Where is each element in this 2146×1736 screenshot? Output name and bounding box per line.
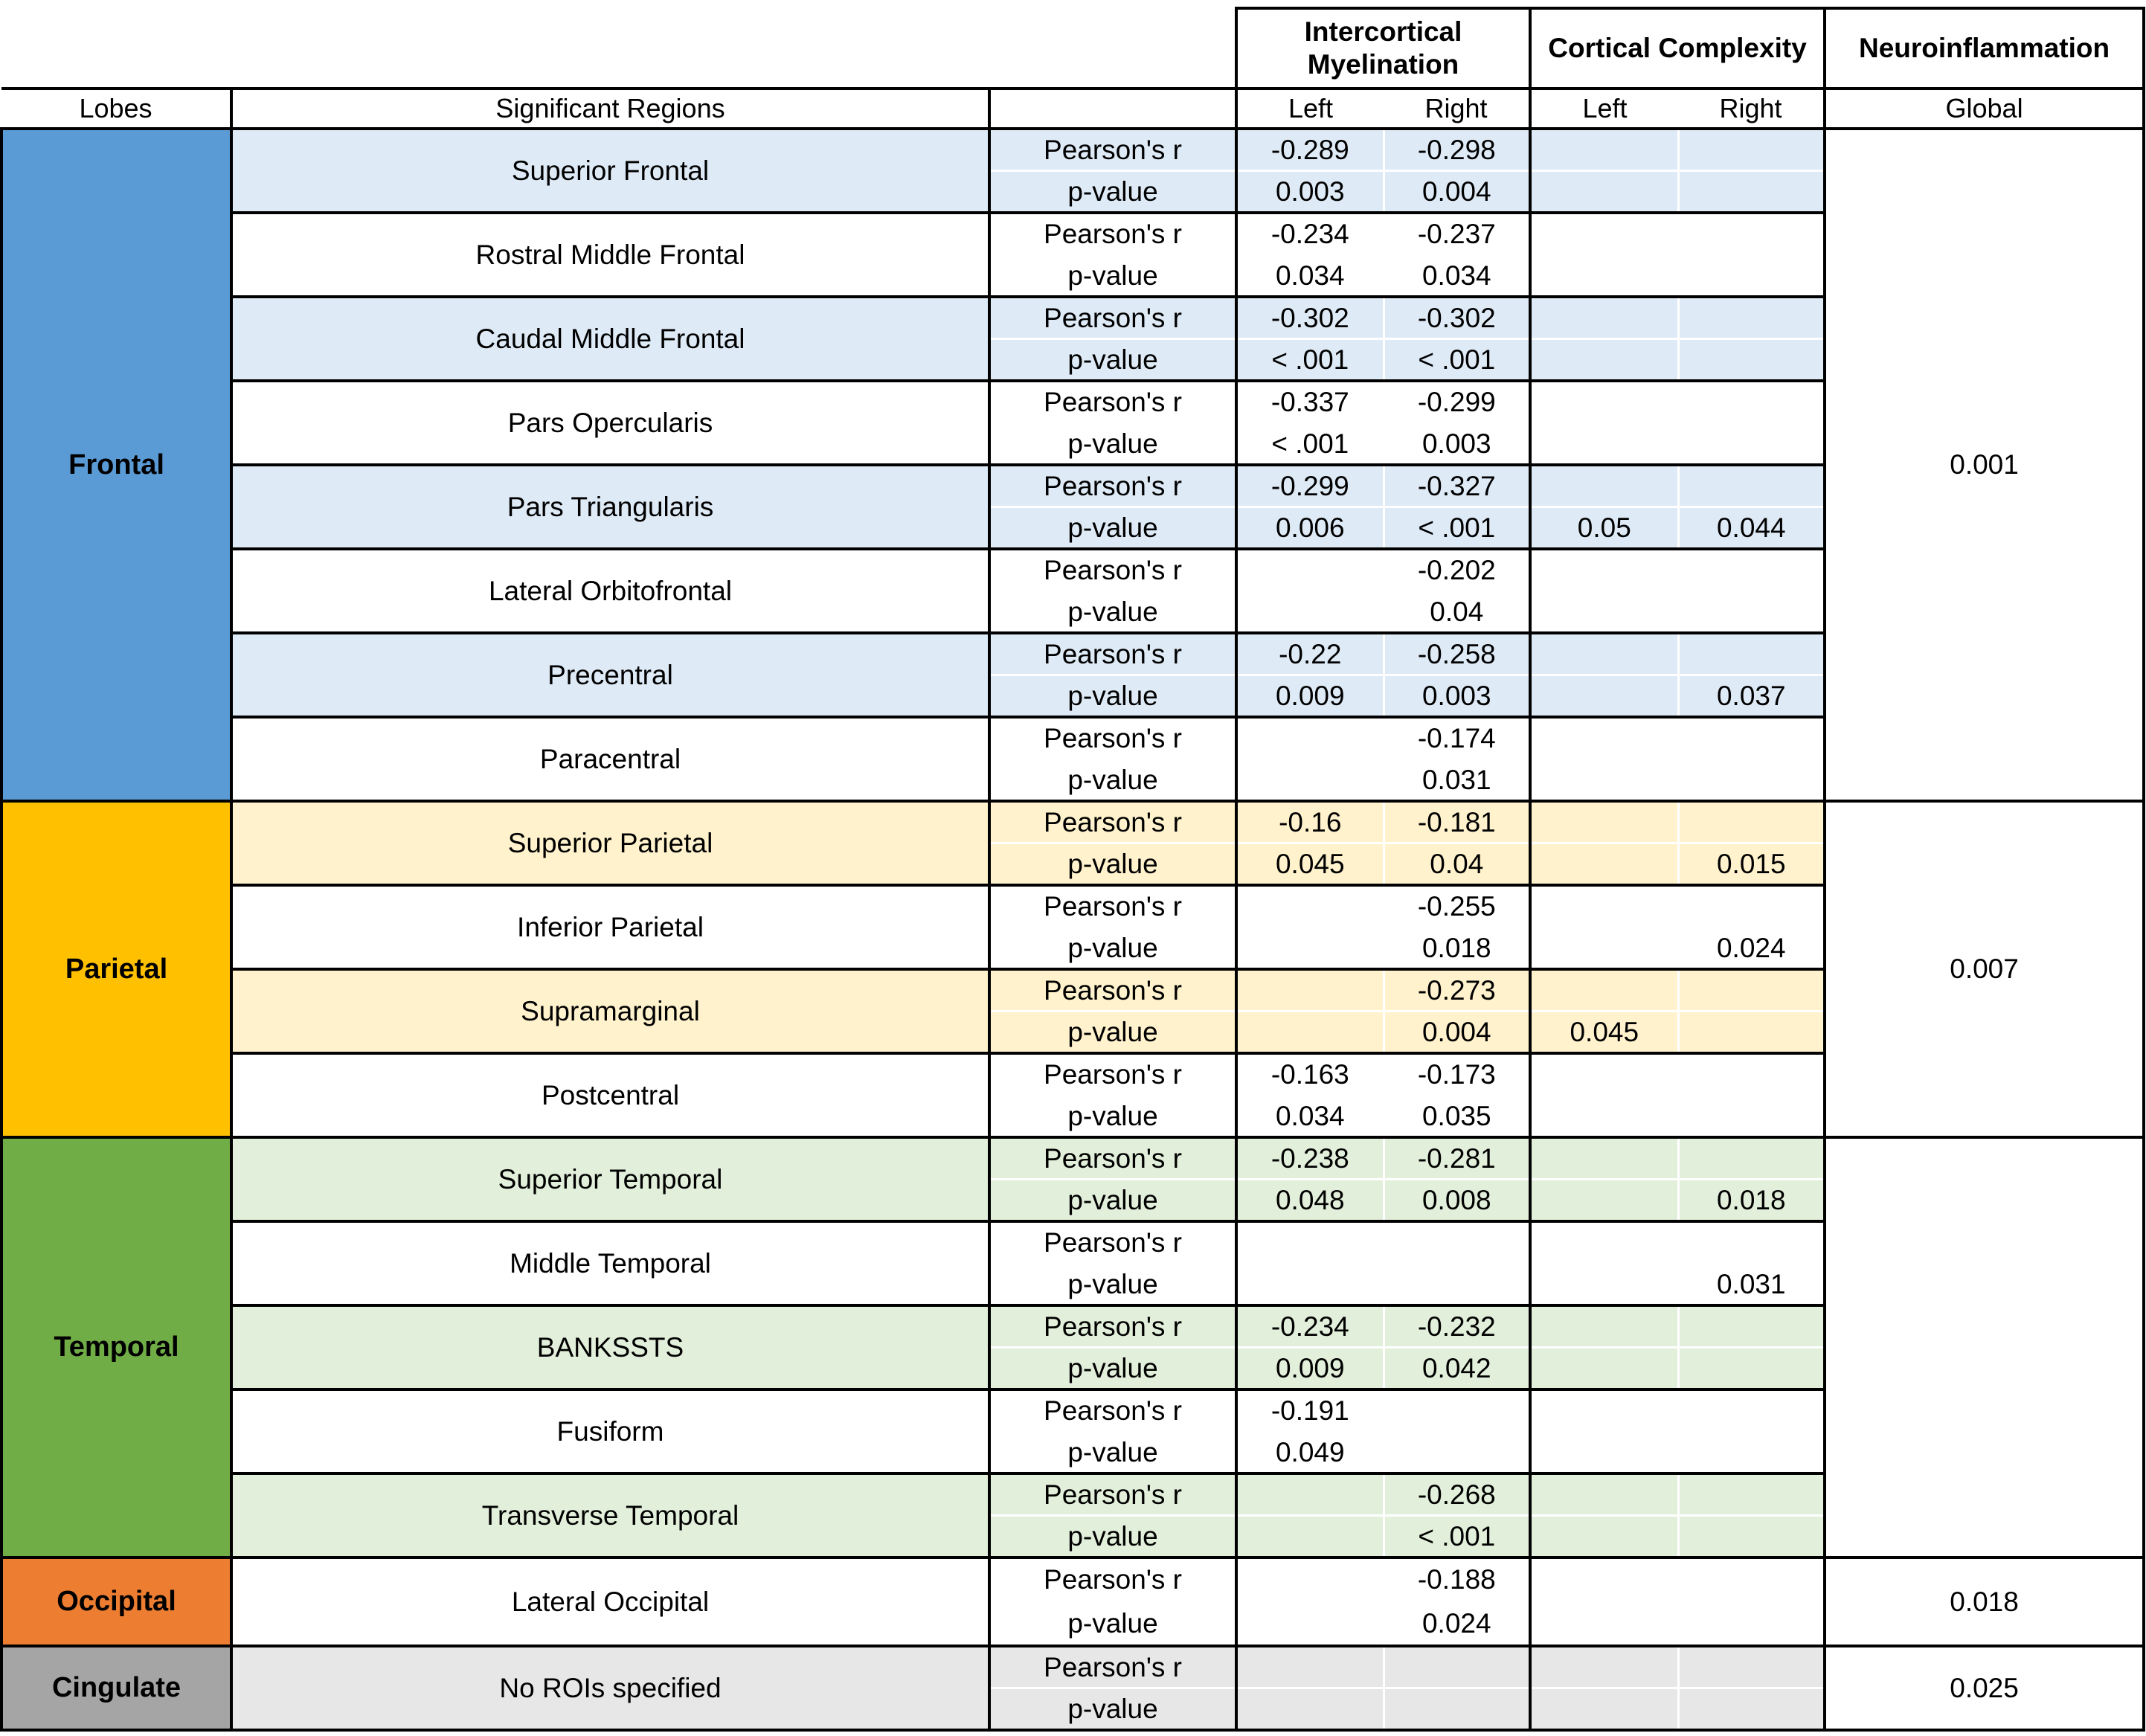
stat-label: p-value: [989, 759, 1236, 802]
region-name: Pars Triangularis: [231, 465, 989, 549]
header-cc-left: Left: [1530, 89, 1678, 129]
stat-label: p-value: [989, 171, 1236, 213]
region-name: Superior Temporal: [231, 1137, 989, 1221]
value-cell: [1530, 759, 1678, 802]
value-cell: [1236, 1557, 1384, 1602]
value-cell: [1530, 297, 1678, 339]
table-row: [1, 1221, 2144, 1264]
value-cell: -0.234: [1236, 213, 1384, 255]
value-cell: [1530, 1221, 1678, 1264]
value-cell: [1678, 633, 1825, 675]
value-cell: 0.003: [1384, 675, 1530, 718]
lobe-label: Cingulate: [1, 1646, 231, 1730]
value-cell: 0.018: [1384, 928, 1530, 970]
value-cell: -0.232: [1384, 1305, 1530, 1348]
value-cell: [1678, 1602, 1825, 1647]
value-cell: [1384, 1432, 1530, 1474]
value-cell: [1678, 1557, 1825, 1602]
value-cell: 0.003: [1384, 423, 1530, 466]
value-cell: [1530, 1473, 1678, 1516]
value-cell: [1678, 297, 1825, 339]
value-cell: -0.258: [1384, 633, 1530, 675]
value-cell: [1678, 1432, 1825, 1474]
region-name: Fusiform: [231, 1389, 989, 1473]
value-cell: 0.034: [1384, 255, 1530, 298]
value-cell: -0.289: [1236, 129, 1384, 171]
value-cell: [1530, 843, 1678, 886]
value-cell: [1530, 1602, 1678, 1647]
value-cell: -0.16: [1236, 801, 1384, 843]
stat-label: p-value: [989, 1012, 1236, 1054]
value-cell: 0.015: [1678, 843, 1825, 886]
value-cell: 0.04: [1384, 591, 1530, 634]
value-cell: -0.299: [1236, 465, 1384, 507]
region-name: Supramarginal: [231, 969, 989, 1053]
value-cell: [1530, 1432, 1678, 1474]
table-row: [1, 1305, 2144, 1348]
header-stat: [989, 89, 1236, 129]
table-row: [1, 801, 2144, 843]
value-cell: 0.006: [1236, 507, 1384, 550]
table-row: [1, 549, 2144, 591]
value-cell: [1384, 1221, 1530, 1264]
header-lobes: Lobes: [1, 89, 231, 129]
table-row: [1, 1137, 2144, 1180]
value-cell: 0.044: [1678, 507, 1825, 550]
value-cell: -0.238: [1236, 1137, 1384, 1180]
value-cell: -0.234: [1236, 1305, 1384, 1348]
value-cell: [1530, 1389, 1678, 1432]
value-cell: 0.037: [1678, 675, 1825, 718]
stat-label: Pearson's r: [989, 1557, 1236, 1602]
value-cell: [1678, 381, 1825, 423]
value-cell: -0.298: [1384, 129, 1530, 171]
value-cell: [1384, 1389, 1530, 1432]
header-icm-left: Left: [1236, 89, 1384, 129]
value-cell: 0.024: [1384, 1602, 1530, 1647]
value-cell: [1236, 969, 1384, 1012]
value-cell: 0.042: [1384, 1348, 1530, 1390]
value-cell: [1530, 339, 1678, 382]
stat-label: Pearson's r: [989, 1389, 1236, 1432]
value-cell: < .001: [1384, 1516, 1530, 1558]
table-row: [1, 465, 2144, 507]
region-name: BANKSSTS: [231, 1305, 989, 1389]
value-cell: [1678, 801, 1825, 843]
stat-label: p-value: [989, 1602, 1236, 1647]
header-global: Global: [1825, 89, 2144, 129]
value-cell: [1530, 1646, 1678, 1688]
value-cell: [1236, 1688, 1384, 1731]
value-cell: [1530, 801, 1678, 843]
stat-label: Pearson's r: [989, 297, 1236, 339]
table-row: [1, 213, 2144, 255]
region-name: Superior Frontal: [231, 129, 989, 213]
value-cell: [1236, 1012, 1384, 1054]
value-cell: 0.018: [1678, 1180, 1825, 1222]
value-cell: [1384, 1688, 1530, 1731]
value-cell: 0.031: [1384, 759, 1530, 802]
neuroinflammation-global: 0.007: [1825, 801, 2144, 1137]
region-name: Pars Opercularis: [231, 381, 989, 465]
header-neuroinflammation: Neuroinflammation: [1825, 8, 2144, 89]
region-name: Caudal Middle Frontal: [231, 297, 989, 381]
value-cell: [1530, 1264, 1678, 1306]
region-name: No ROIs specified: [231, 1646, 989, 1730]
stat-label: p-value: [989, 675, 1236, 718]
lobe-label: Frontal: [1, 129, 231, 801]
value-cell: [1530, 1688, 1678, 1731]
stat-label: Pearson's r: [989, 801, 1236, 843]
value-cell: 0.034: [1236, 1096, 1384, 1138]
value-cell: [1678, 1646, 1825, 1688]
value-cell: [1678, 1688, 1825, 1731]
value-cell: [1530, 1096, 1678, 1138]
region-name: Inferior Parietal: [231, 885, 989, 969]
value-cell: [1530, 549, 1678, 591]
stat-label: Pearson's r: [989, 1137, 1236, 1180]
stat-label: Pearson's r: [989, 1305, 1236, 1348]
table-body: [1, 129, 2144, 1730]
value-cell: [1236, 1516, 1384, 1558]
value-cell: [1678, 1096, 1825, 1138]
value-cell: 0.045: [1236, 843, 1384, 886]
value-cell: [1678, 759, 1825, 802]
table-row: [1, 1557, 2144, 1602]
stat-label: p-value: [989, 1180, 1236, 1222]
stat-label: Pearson's r: [989, 465, 1236, 507]
header-spacer: [1, 8, 1236, 89]
value-cell: -0.174: [1384, 717, 1530, 759]
value-cell: [1530, 423, 1678, 466]
value-cell: 0.009: [1236, 1348, 1384, 1390]
value-cell: [1236, 1264, 1384, 1306]
value-cell: 0.003: [1236, 171, 1384, 213]
value-cell: -0.273: [1384, 969, 1530, 1012]
value-cell: [1530, 885, 1678, 928]
value-cell: [1236, 717, 1384, 759]
value-cell: [1530, 1137, 1678, 1180]
value-cell: 0.04: [1384, 843, 1530, 886]
table-row: [1, 381, 2144, 423]
value-cell: 0.05: [1530, 507, 1678, 550]
stat-label: Pearson's r: [989, 213, 1236, 255]
stat-label: p-value: [989, 591, 1236, 634]
value-cell: 0.024: [1678, 928, 1825, 970]
stat-label: p-value: [989, 928, 1236, 970]
value-cell: [1530, 255, 1678, 298]
value-cell: [1678, 1389, 1825, 1432]
value-cell: [1678, 339, 1825, 382]
value-cell: [1678, 1012, 1825, 1054]
table-row: [1, 1053, 2144, 1096]
value-cell: -0.302: [1236, 297, 1384, 339]
value-cell: [1530, 1348, 1678, 1390]
value-cell: -0.163: [1236, 1053, 1384, 1096]
value-cell: [1530, 129, 1678, 171]
table-row: [1, 969, 2144, 1012]
value-cell: -0.337: [1236, 381, 1384, 423]
value-cell: [1530, 1053, 1678, 1096]
value-cell: [1530, 1305, 1678, 1348]
stat-label: Pearson's r: [989, 381, 1236, 423]
correlation-table: [0, 7, 2145, 1732]
stat-label: p-value: [989, 843, 1236, 886]
value-cell: [1530, 1516, 1678, 1558]
table-row: [1, 1389, 2144, 1432]
region-name: Postcentral: [231, 1053, 989, 1137]
stat-label: Pearson's r: [989, 633, 1236, 675]
value-cell: [1530, 1180, 1678, 1222]
value-cell: [1530, 213, 1678, 255]
region-name: Lateral Orbitofrontal: [231, 549, 989, 633]
value-cell: < .001: [1236, 339, 1384, 382]
stat-label: p-value: [989, 423, 1236, 466]
value-cell: [1384, 1264, 1530, 1306]
region-name: Precentral: [231, 633, 989, 717]
neuroinflammation-global: 0.025: [1825, 1646, 2144, 1730]
value-cell: [1678, 1053, 1825, 1096]
table-row: [1, 717, 2144, 759]
value-cell: [1236, 1473, 1384, 1516]
header-icm-right: Right: [1384, 89, 1530, 129]
value-cell: -0.237: [1384, 213, 1530, 255]
value-cell: [1678, 1516, 1825, 1558]
value-cell: -0.281: [1384, 1137, 1530, 1180]
stat-label: Pearson's r: [989, 1053, 1236, 1096]
region-name: Middle Temporal: [231, 1221, 989, 1305]
value-cell: [1678, 549, 1825, 591]
region-name: Superior Parietal: [231, 801, 989, 885]
value-cell: -0.202: [1384, 549, 1530, 591]
value-cell: [1236, 591, 1384, 634]
stat-label: p-value: [989, 1348, 1236, 1390]
value-cell: [1678, 129, 1825, 171]
stat-label: p-value: [989, 507, 1236, 550]
value-cell: 0.048: [1236, 1180, 1384, 1222]
value-cell: [1530, 633, 1678, 675]
value-cell: [1236, 885, 1384, 928]
value-cell: 0.009: [1236, 675, 1384, 718]
value-cell: [1678, 423, 1825, 466]
value-cell: 0.008: [1384, 1180, 1530, 1222]
stat-label: p-value: [989, 255, 1236, 298]
region-name: Transverse Temporal: [231, 1473, 989, 1557]
value-cell: [1678, 1348, 1825, 1390]
value-cell: 0.004: [1384, 171, 1530, 213]
stat-label: Pearson's r: [989, 129, 1236, 171]
value-cell: [1678, 591, 1825, 634]
value-cell: -0.299: [1384, 381, 1530, 423]
value-cell: 0.049: [1236, 1432, 1384, 1474]
value-cell: [1678, 1137, 1825, 1180]
value-cell: [1384, 1646, 1530, 1688]
value-cell: -0.327: [1384, 465, 1530, 507]
value-cell: [1530, 1557, 1678, 1602]
value-cell: [1236, 759, 1384, 802]
value-cell: [1236, 928, 1384, 970]
stat-label: p-value: [989, 339, 1236, 382]
value-cell: -0.255: [1384, 885, 1530, 928]
stat-label: p-value: [989, 1688, 1236, 1731]
value-cell: [1678, 465, 1825, 507]
value-cell: [1678, 213, 1825, 255]
table-row: [1, 1473, 2144, 1516]
value-cell: [1678, 1221, 1825, 1264]
stat-label: p-value: [989, 1264, 1236, 1306]
stat-label: Pearson's r: [989, 717, 1236, 759]
stat-label: Pearson's r: [989, 885, 1236, 928]
value-cell: [1678, 717, 1825, 759]
value-cell: [1236, 1602, 1384, 1647]
value-cell: [1530, 591, 1678, 634]
value-cell: [1678, 969, 1825, 1012]
header-intercortical-myelination: Intercortical Myelination: [1236, 8, 1530, 89]
value-cell: [1678, 255, 1825, 298]
header-cc-right: Right: [1678, 89, 1825, 129]
value-cell: 0.035: [1384, 1096, 1530, 1138]
value-cell: -0.22: [1236, 633, 1384, 675]
value-cell: < .001: [1236, 423, 1384, 466]
stat-label: p-value: [989, 1516, 1236, 1558]
value-cell: -0.268: [1384, 1473, 1530, 1516]
neuroinflammation-global: 0.001: [1825, 129, 2144, 801]
table-row: [1, 129, 2144, 171]
table-row: [1, 1646, 2144, 1688]
value-cell: [1530, 465, 1678, 507]
value-cell: -0.191: [1236, 1389, 1384, 1432]
value-cell: [1530, 171, 1678, 213]
value-cell: 0.034: [1236, 255, 1384, 298]
lobe-label: Parietal: [1, 801, 231, 1137]
table-row: [1, 297, 2144, 339]
region-name: Rostral Middle Frontal: [231, 213, 989, 297]
value-cell: [1678, 885, 1825, 928]
value-cell: 0.045: [1530, 1012, 1678, 1054]
stat-label: p-value: [989, 1432, 1236, 1474]
table-row: [1, 885, 2144, 928]
stat-label: Pearson's r: [989, 969, 1236, 1012]
value-cell: [1530, 675, 1678, 718]
lobe-label: Occipital: [1, 1557, 231, 1646]
value-cell: [1530, 928, 1678, 970]
value-cell: -0.173: [1384, 1053, 1530, 1096]
value-cell: [1236, 1646, 1384, 1688]
value-cell: [1678, 1305, 1825, 1348]
value-cell: -0.188: [1384, 1557, 1530, 1602]
header-cortical-complexity: Cortical Complexity: [1530, 8, 1825, 89]
table-row: [1, 633, 2144, 675]
value-cell: [1678, 171, 1825, 213]
region-name: Paracentral: [231, 717, 989, 801]
stat-label: Pearson's r: [989, 1473, 1236, 1516]
value-cell: -0.302: [1384, 297, 1530, 339]
value-cell: [1530, 717, 1678, 759]
lobe-label: Temporal: [1, 1137, 231, 1557]
value-cell: -0.181: [1384, 801, 1530, 843]
stat-label: Pearson's r: [989, 1646, 1236, 1688]
value-cell: < .001: [1384, 339, 1530, 382]
value-cell: [1530, 381, 1678, 423]
value-cell: [1236, 1221, 1384, 1264]
neuroinflammation-global: 0.018: [1825, 1557, 2144, 1646]
stat-label: Pearson's r: [989, 1221, 1236, 1264]
value-cell: < .001: [1384, 507, 1530, 550]
neuroinflammation-global: [1825, 1137, 2144, 1557]
value-cell: [1678, 1473, 1825, 1516]
stat-label: p-value: [989, 1096, 1236, 1138]
region-name: Lateral Occipital: [231, 1557, 989, 1646]
header-significant-regions: Significant Regions: [231, 89, 989, 129]
value-cell: 0.031: [1678, 1264, 1825, 1306]
value-cell: [1236, 549, 1384, 591]
stat-label: Pearson's r: [989, 549, 1236, 591]
value-cell: [1530, 969, 1678, 1012]
value-cell: 0.004: [1384, 1012, 1530, 1054]
